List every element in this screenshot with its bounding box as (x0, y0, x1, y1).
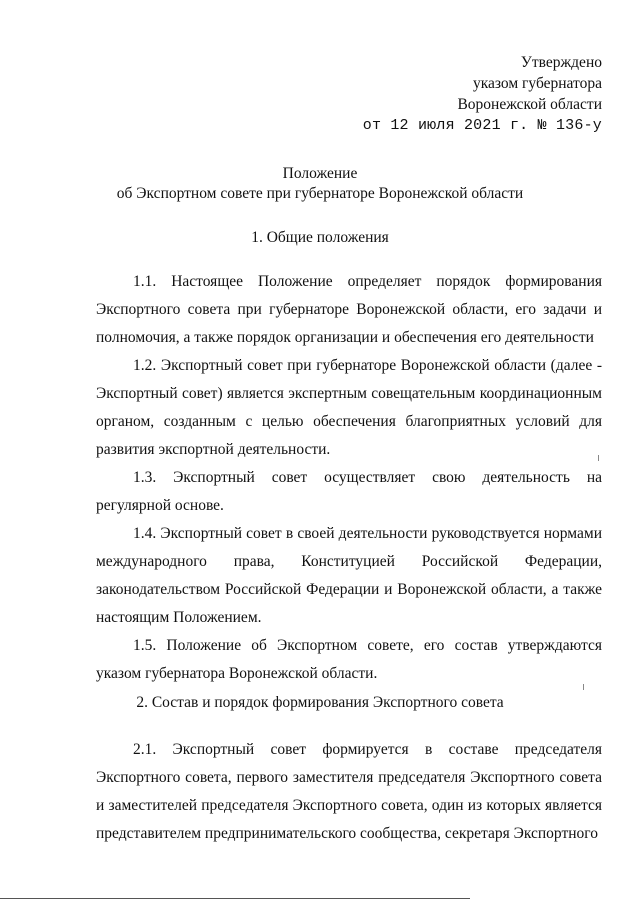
paragraph-1-5: 1.5. Положение об Экспортном совете, его состав утверждаются указом губернатора Воронежской области. (96, 637, 602, 682)
paragraph-1-4: 1.4. Экспортный совет в своей деятельности руководствуется нормами международного права, Конституцией Российской Федерации, законодательством Российской Федерации и Воронежской области, а также настоящим Положением. (96, 525, 602, 626)
section1-body (96, 268, 602, 688)
document-title-line1: Положение (282, 165, 358, 182)
document-title (0, 164, 640, 204)
approval-line-decree: указом губернатора (472, 75, 602, 92)
paragraph-1-1: 1.1. Настоящее Положение определяет порядок формирования Экспортного совета при губернаторе Воронежской области, его задачи и полномочия, а также порядок организации и обеспечения его деятельности (96, 273, 602, 346)
document-title-line2: об Экспортном совете при губернаторе Воронежской области (116, 185, 524, 202)
section1-heading: 1. Общие положения (251, 229, 389, 246)
approval-block (363, 52, 602, 136)
paragraph-2-1: 2.1. Экспортный совет формируется в составе председателя Экспортного совета, первого заместителя председателя Экспортного совета и заместителей председателя Экспортного совета, один из которых является представителем предпринимательского сообщества, секретаря Экспортного (96, 741, 602, 842)
scan-speck (598, 455, 599, 461)
section2-heading: 2. Состав и порядок формирования Экспортного совета (136, 694, 504, 711)
paragraph-1-2: 1.2. Экспортный совет при губернаторе Воронежской области (далее - Экспортный совет) является экспертным совещательным координационным органом, созданным с целью обеспечения благоприятных условий для развития экспортной деятельности. (96, 357, 602, 458)
paragraph-1-3: 1.3. Экспортный совет осуществляет свою деятельность на регулярной основе. (96, 469, 602, 514)
approval-line-approved: Утверждено (520, 54, 602, 71)
approval-line-region: Воронежской области (457, 96, 602, 113)
approval-date-number-stamp: от 12 июля 2021 г. № 136-у (362, 117, 602, 134)
section2-body (96, 736, 602, 848)
scan-bottom-edge-line (0, 898, 470, 899)
scan-speck (583, 684, 584, 690)
